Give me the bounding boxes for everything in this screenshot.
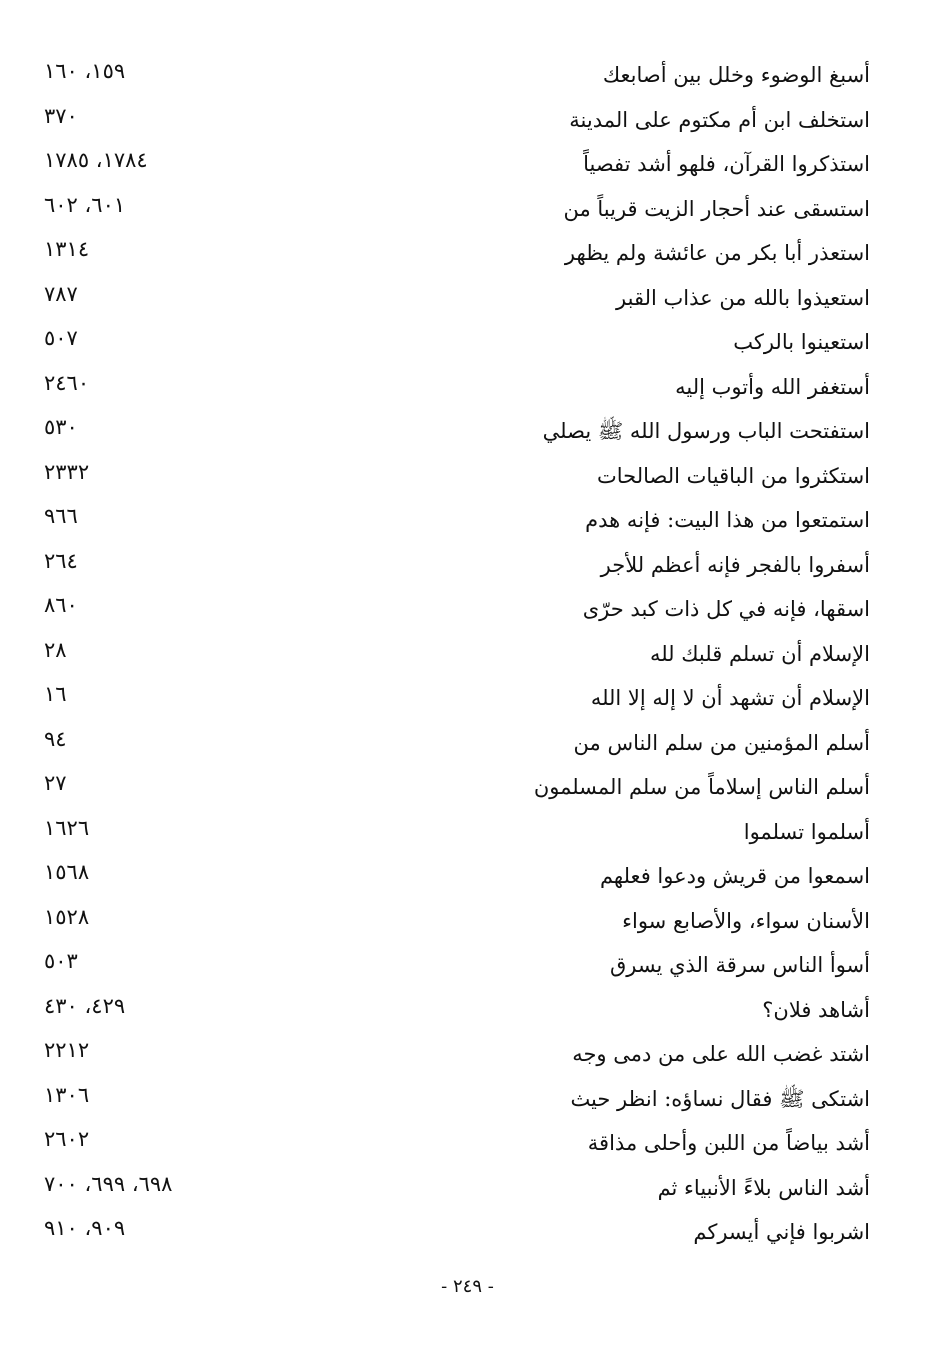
entry-text: استفتحت الباب ورسول الله ﷺ يصلي bbox=[542, 419, 870, 443]
entry-page-refs: ٢٦٠٢ bbox=[44, 1127, 90, 1151]
index-entry bbox=[40, 97, 880, 142]
index-entry bbox=[40, 230, 880, 275]
hadith-index-list bbox=[40, 52, 880, 1254]
index-entry bbox=[40, 319, 880, 364]
entry-page-refs: ١٧٨٤، ١٧٨٥ bbox=[44, 148, 148, 172]
index-entry bbox=[40, 1076, 880, 1121]
entry-page-refs: ٢٨ bbox=[44, 637, 67, 662]
entry-page-refs: ٩٤ bbox=[44, 726, 67, 751]
entry-page-refs: ٨٦٠ bbox=[44, 593, 78, 617]
entry-text: استكثروا من الباقيات الصالحات bbox=[597, 463, 870, 488]
entry-text: استعذر أبا بكر من عائشة ولم يظهر bbox=[564, 241, 870, 265]
entry-text: استمتعوا من هذا البيت: فإنه هدم bbox=[585, 508, 870, 532]
index-entry bbox=[40, 364, 880, 409]
entry-page-refs: ١٥٩، ١٦٠ bbox=[44, 59, 126, 83]
entry-text: الأسنان سواء، والأصابع سواء bbox=[622, 908, 870, 933]
entry-text: اسقها، فإنه في كل ذات كبد حرّى bbox=[582, 597, 870, 621]
entry-text: استخلف ابن أم مكتوم على المدينة bbox=[569, 107, 870, 132]
index-entry bbox=[40, 408, 880, 453]
index-entry bbox=[40, 497, 880, 542]
index-entry bbox=[40, 675, 880, 720]
entry-page-refs: ٢٢١٢ bbox=[44, 1038, 90, 1062]
entry-page-refs: ٦٠١، ٦٠٢ bbox=[44, 192, 126, 217]
index-entry bbox=[40, 1120, 880, 1165]
index-entry bbox=[40, 1209, 880, 1254]
entry-page-refs: ٢٤٦٠ bbox=[44, 370, 90, 395]
entry-text: أشد الناس بلاءً الأنبياء ثم bbox=[657, 1175, 870, 1200]
entry-page-refs: ١٦٢٦ bbox=[44, 815, 90, 840]
index-entry bbox=[40, 453, 880, 498]
entry-text: أسفروا بالفجر فإنه أعظم للأجر bbox=[600, 552, 870, 577]
index-entry bbox=[40, 275, 880, 320]
index-entry bbox=[40, 987, 880, 1032]
entry-page-refs: ٥٠٧ bbox=[44, 326, 78, 350]
index-entry bbox=[40, 720, 880, 765]
index-entry bbox=[40, 809, 880, 854]
entry-text: اشتكى ﷺ فقال نساؤه: انظر حيث bbox=[570, 1086, 870, 1111]
entry-text: أشد بياضاً من اللبن وأحلى مذاقة bbox=[587, 1131, 870, 1155]
entry-page-refs: ١٥٦٨ bbox=[44, 860, 90, 884]
entry-page-refs: ٢٧ bbox=[44, 771, 67, 795]
entry-text: استذكروا القرآن، فلهو أشد تفصياً bbox=[583, 152, 870, 176]
entry-text: استعينوا بالركب bbox=[733, 330, 870, 354]
entry-page-refs: ١٦ bbox=[44, 682, 67, 706]
entry-page-refs: ١٣١٤ bbox=[44, 237, 90, 261]
entry-text: استسقى عند أحجار الزيت قريباً من bbox=[563, 196, 870, 221]
index-entry bbox=[40, 542, 880, 587]
index-entry bbox=[40, 186, 880, 231]
entry-page-refs: ٦٩٨، ٦٩٩، ٧٠٠ bbox=[44, 1171, 173, 1196]
entry-page-refs: ١٣٠٦ bbox=[44, 1082, 90, 1107]
entry-text: أستغفر الله وأتوب إليه bbox=[675, 374, 870, 399]
index-entry bbox=[40, 853, 880, 898]
entry-text: أشاهد فلان؟ bbox=[762, 997, 870, 1022]
entry-text: استعيذوا بالله من عذاب القبر bbox=[616, 285, 870, 310]
entry-text: أسلم المؤمنين من سلم الناس من bbox=[573, 730, 870, 755]
entry-page-refs: ٢٦٤ bbox=[44, 548, 78, 573]
entry-text: اسمعوا من قريش ودعوا فعلهم bbox=[599, 864, 870, 888]
entry-text: الإسلام أن تسلم قلبك لله bbox=[649, 641, 870, 666]
entry-page-refs: ٤٢٩، ٤٣٠ bbox=[44, 993, 126, 1018]
entry-text: أسلموا تسلموا bbox=[743, 819, 870, 844]
entry-page-refs: ٢٣٣٢ bbox=[44, 459, 90, 484]
entry-page-refs: ٩٠٩، ٩١٠ bbox=[44, 1216, 126, 1240]
index-entry bbox=[40, 1031, 880, 1076]
entry-page-refs: ٥٣٠ bbox=[44, 415, 78, 439]
entry-text: أسوأ الناس سرقة الذي يسرق bbox=[609, 953, 870, 977]
index-entry bbox=[40, 898, 880, 943]
entry-page-refs: ٧٨٧ bbox=[44, 281, 78, 306]
index-entry bbox=[40, 631, 880, 676]
entry-text: الإسلام أن تشهد أن لا إله إلا الله bbox=[590, 686, 870, 710]
index-entry bbox=[40, 586, 880, 631]
entry-text: اشتد غضب الله على من دمى وجه bbox=[572, 1042, 870, 1066]
index-entry bbox=[40, 1165, 880, 1210]
index-entry bbox=[40, 52, 880, 97]
page-number: - ٢٤٩ - bbox=[441, 1276, 494, 1297]
entry-text: أسبغ الوضوء وخلل بين أصابعك bbox=[602, 63, 870, 87]
entry-text: أسلم الناس إسلاماً من سلم المسلمون bbox=[533, 775, 870, 799]
entry-page-refs: ١٥٢٨ bbox=[44, 904, 90, 929]
index-entry bbox=[40, 764, 880, 809]
entry-text: اشربوا فإني أيسركم bbox=[693, 1220, 870, 1244]
entry-page-refs: ٣٧٠ bbox=[44, 103, 78, 128]
index-entry bbox=[40, 141, 880, 186]
entry-page-refs: ٥٠٣ bbox=[44, 949, 78, 973]
entry-page-refs: ٩٦٦ bbox=[44, 504, 78, 528]
index-entry bbox=[40, 942, 880, 987]
